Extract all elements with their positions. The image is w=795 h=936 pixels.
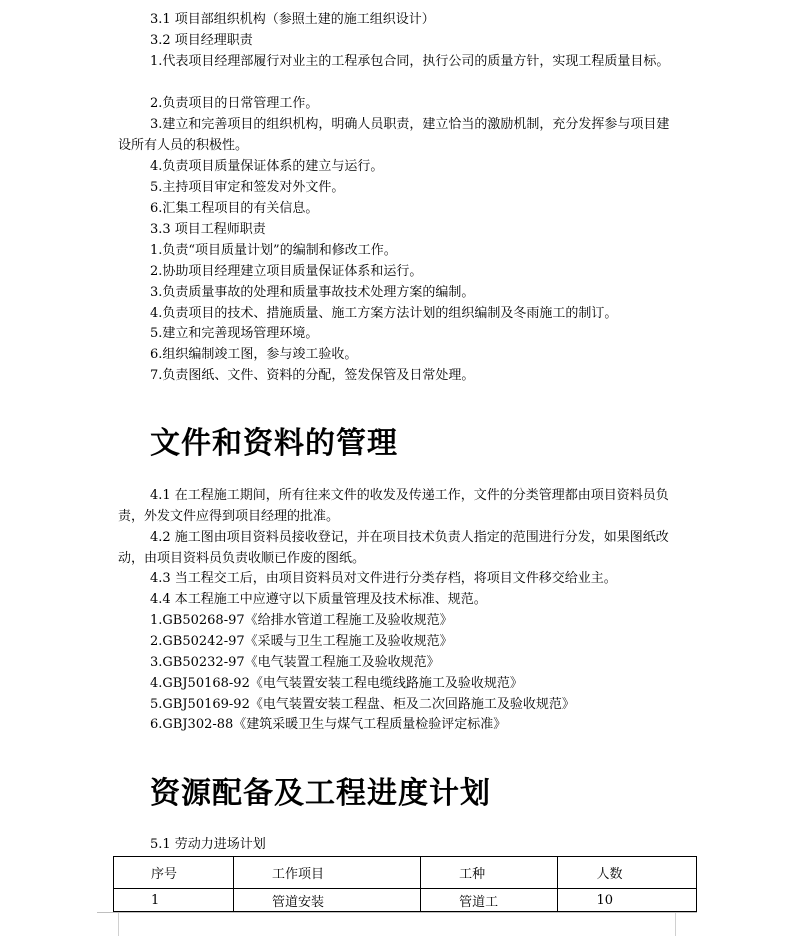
paragraph-3-3-3: 3.负责质量事故的处理和质量事故技术处理方案的编制。: [150, 285, 475, 300]
table-header-cell: [233, 857, 420, 889]
paragraph-3-2-1: 1.代表项目经理部履行对业主的工程承包合同，执行公司的质量方针，实现工程质量目标。: [150, 54, 670, 69]
standard-item-5: 5.GBJ50169-92《电气装置安装工程盘、柜及二次回路施工及验收规范》: [150, 697, 575, 712]
table-cell: [558, 889, 697, 912]
table-header-cell: [421, 857, 558, 889]
margin-mark-left: [118, 913, 119, 936]
paragraph-3-2-6: 6.汇集工程项目的有关信息。: [150, 201, 319, 216]
paragraph-3-2-2: 2.负责项目的日常管理工作。: [150, 96, 319, 111]
standard-item-1: 1.GB50268-97《给排水管道工程施工及验收规范》: [150, 613, 453, 628]
paragraph-4-3: 4.3 当工程交工后，由项目资料员对文件进行分类存档，将项目文件移交给业主。: [150, 571, 617, 586]
section-heading-resources: 资源配备及工程进度计划: [150, 776, 491, 811]
labor-plan-table: [113, 856, 697, 912]
table-header-cell: [558, 857, 697, 889]
table-cell: [421, 889, 558, 912]
paragraph-3-3-5: 5.建立和完善现场管理环境。: [150, 326, 319, 341]
paragraph-3-2-5: 5.主持项目审定和签发对外文件。: [150, 180, 345, 195]
table-header-cell: 序号: [114, 857, 234, 889]
table-cell: [233, 889, 420, 912]
paragraph-3-3-6: 6.组织编制竣工图，参与竣工验收。: [150, 347, 358, 362]
table-header-label: 工作项目: [271, 867, 324, 882]
table-cell-text: 管道工: [459, 894, 499, 910]
table-cell: 1: [114, 889, 234, 912]
standard-item-4: 4.GBJ50168-92《电气装置安装工程电缆线路施工及验收规范》: [150, 676, 523, 691]
paragraph-4-2: 4.2 施工图由项目资料员接收登记，并在项目技术负责人指定的范围进行分发，如果图纸改动，由项目资料员负责收顺已作废的图纸。: [118, 530, 669, 566]
table-row: [114, 889, 697, 912]
table-header-label: 工种: [459, 867, 486, 882]
table-header-label: 人数: [596, 867, 623, 882]
paragraph-3-3-1: 1.负责“项目质量计划”的编制和修改工作。: [150, 243, 397, 258]
section-heading-documents: 文件和资料的管理: [150, 426, 398, 461]
paragraph-3-3-7: 7.负责图纸、文件、资料的分配，签发保管及日常处理。: [150, 368, 475, 383]
margin-mark-right: [675, 913, 676, 936]
caption-5-1: 5.1 劳动力进场计划: [150, 837, 266, 852]
paragraph-4-4: 4.4 本工程施工中应遵守以下质量管理及技术标准、规范。: [150, 592, 487, 607]
paragraph-4-1: 4.1 在工程施工期间，所有往来文件的收发及传递工作，文件的分类管理都由项目资料员负责，外发文件应得到项目经理的批准。: [118, 488, 669, 524]
paragraph-3-3-4: 4.负责项目的技术、措施质量、施工方案方法计划的组织编制及冬雨施工的制订。: [150, 306, 618, 321]
table-header-row: [114, 857, 697, 889]
paragraph-3-2-4: 4.负责项目质量保证体系的建立与运行。: [150, 159, 384, 174]
table-cell-text: 10: [596, 892, 613, 908]
page-bottom-divider: [97, 912, 697, 913]
standard-item-2: 2.GB50242-97《采暖与卫生工程施工及验收规范》: [150, 634, 453, 649]
table-cell-text: 管道安装: [271, 894, 324, 910]
paragraph-3-2-3: 3.建立和完善项目的组织机构，明确人员职责，建立恰当的激励机制，充分发挥参与项目建设所有人员的积极性。: [118, 117, 670, 153]
standard-item-6: 6.GBJ302-88《建筑采暖卫生与煤气工程质量检验评定标准》: [150, 717, 507, 732]
heading-3-2: 3.2 项目经理职责: [150, 33, 253, 48]
heading-3-1: 3.1 项目部组织机构（参照土建的施工组织设计）: [150, 12, 435, 27]
paragraph-3-3-2: 2.协助项目经理建立项目质量保证体系和运行。: [150, 264, 423, 279]
standard-item-3: 3.GB50232-97《电气装置工程施工及验收规范》: [150, 655, 440, 670]
heading-3-3: 3.3 项目工程师职责: [150, 222, 266, 237]
